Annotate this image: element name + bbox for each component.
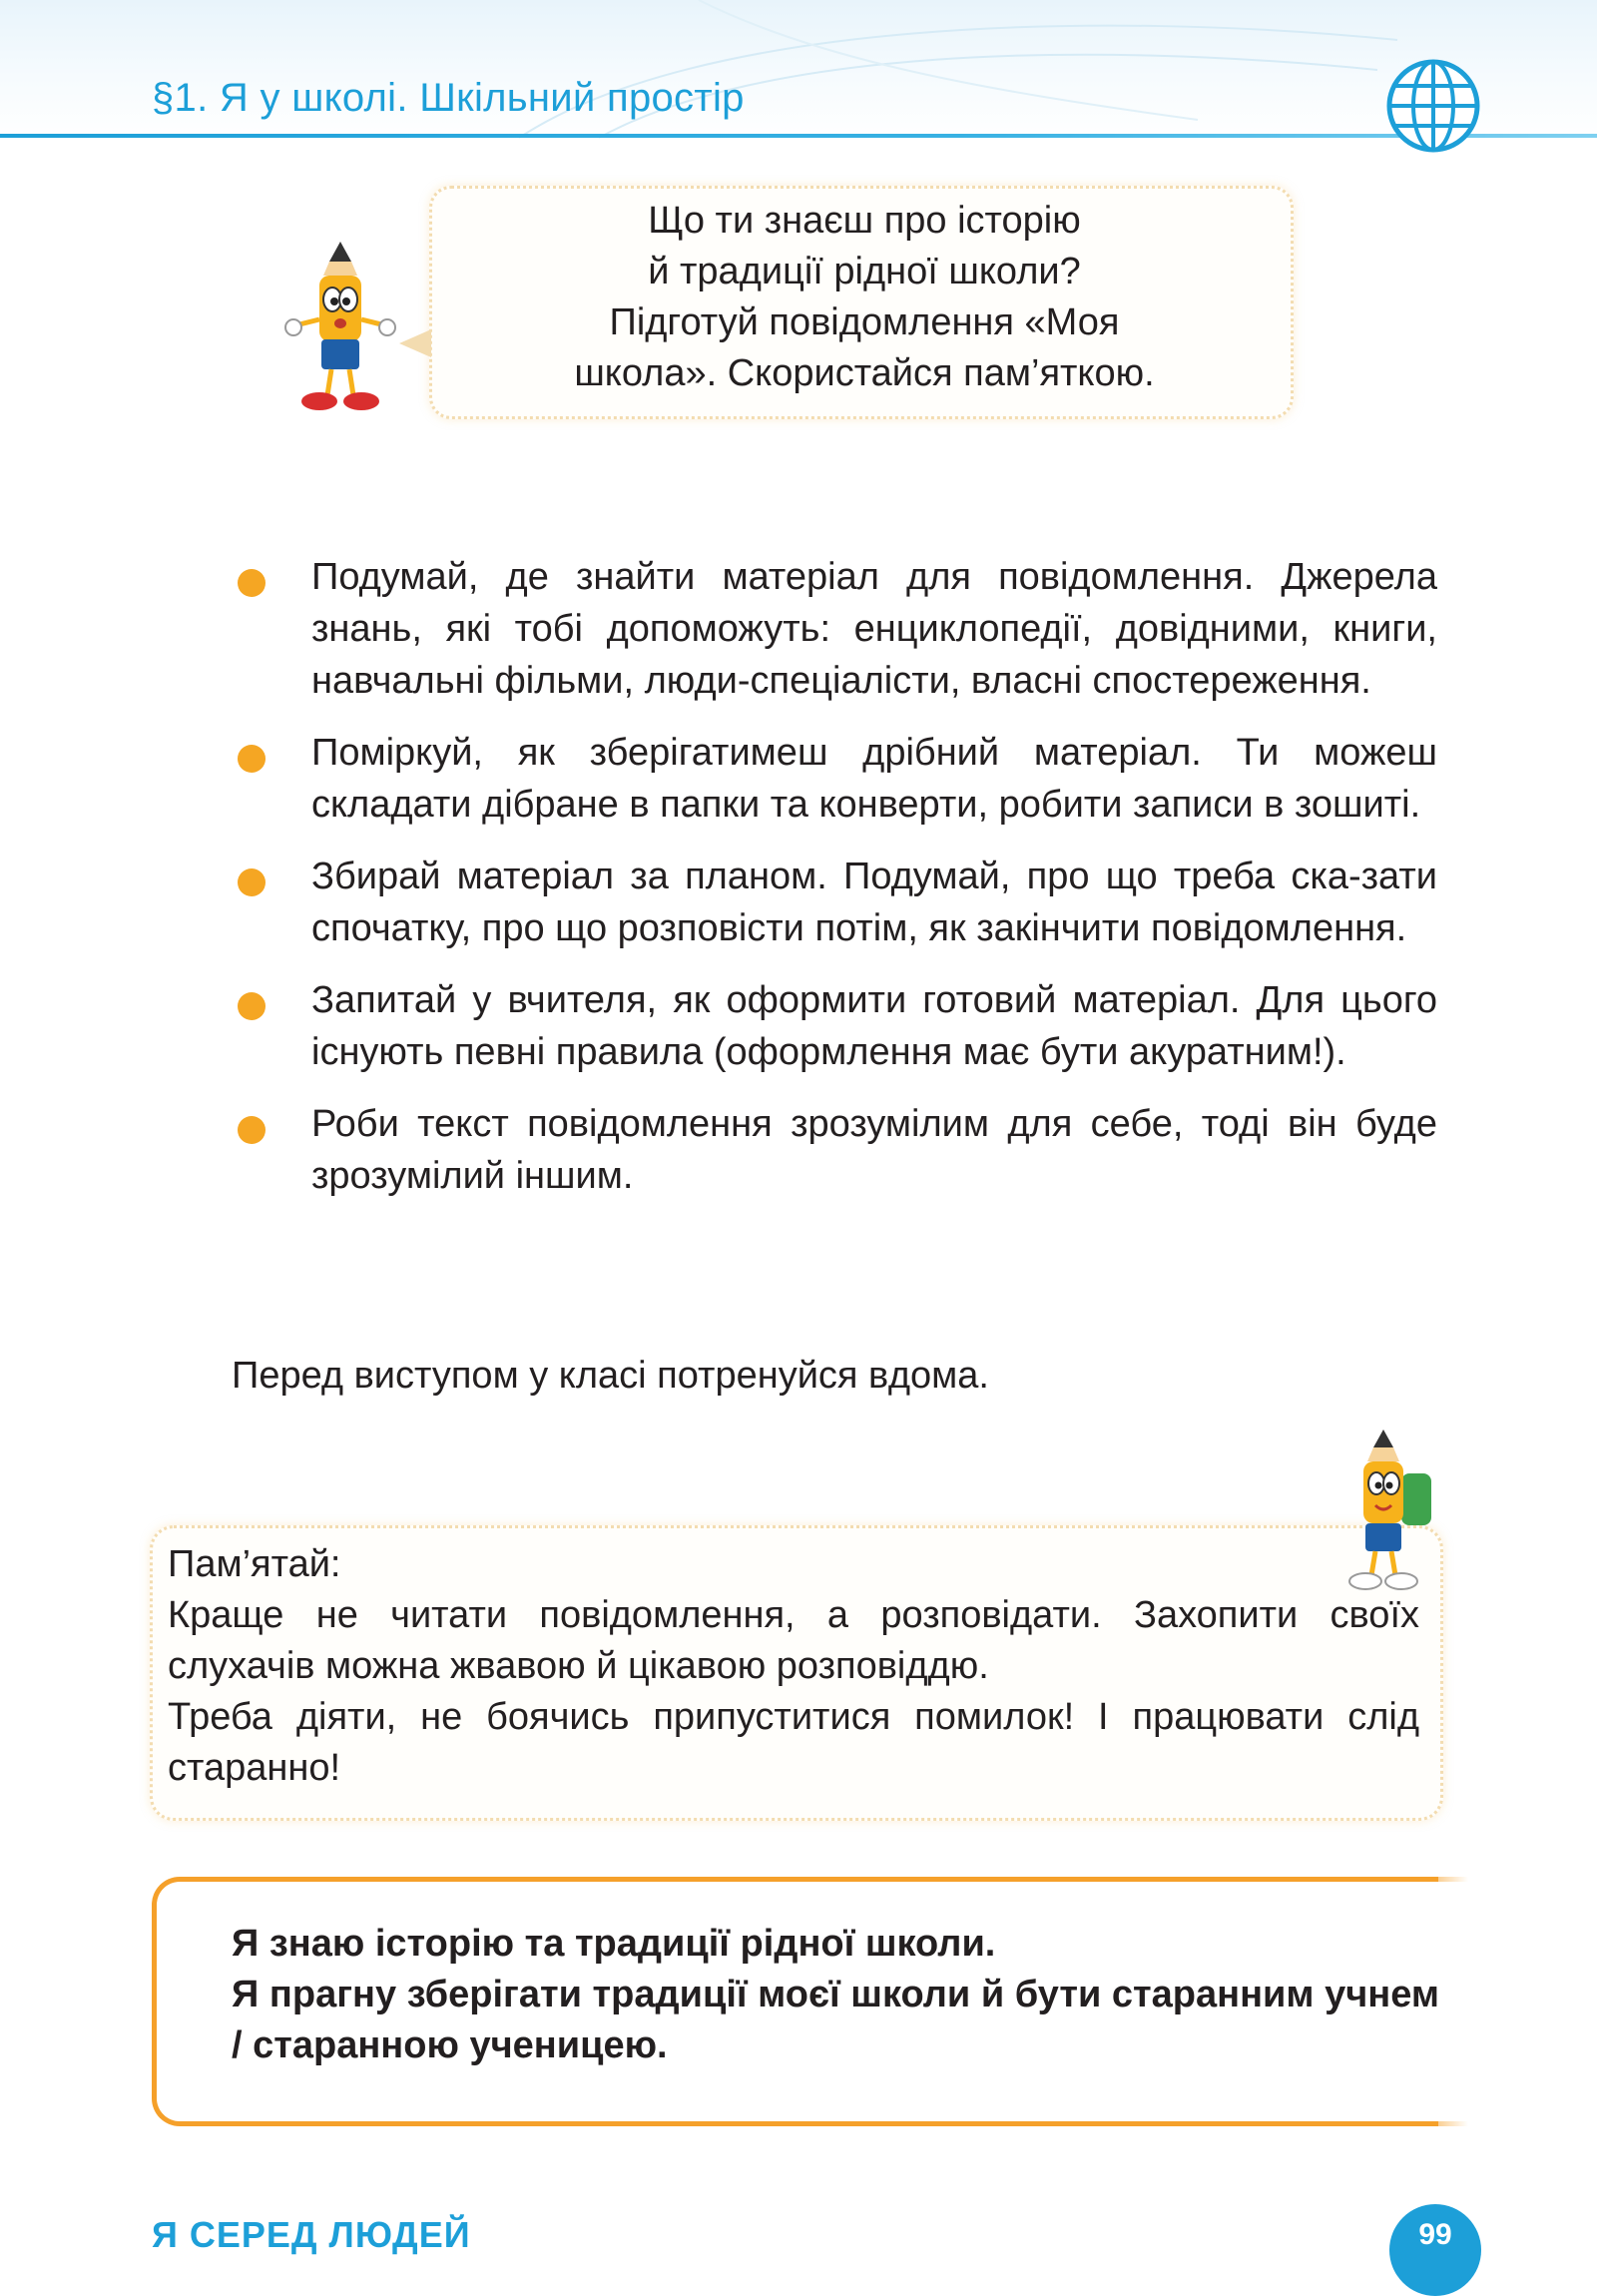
header-divider [0,134,1597,138]
question-text [485,196,1244,399]
tip-text: Роби текст повідомлення зрозумілим для себе, тоді він буде зрозумілий іншим. [311,1103,1437,1197]
question-line: Що ти знаєш про історію [648,200,1081,242]
tip-text: Поміркуй, як зберігатимеш дрібний матеріал. Ти можеш складати дібране в папки та конверти, робити записи в зошиті. [311,732,1437,826]
question-line: й традиції рідної школи? [648,251,1081,292]
globe-icon [1385,58,1481,154]
list-item [232,1098,1437,1202]
tip-text: Збирай матеріал за планом. Подумай, про що треба ска-зати спочатку, про що розповісти потім, як закінчити повідомлення. [311,856,1437,949]
memo-paragraph: Краще не читати повідомлення, а розповідати. Захопити своїх слухачів можна жвавою й цікавою розповіддю. [168,1594,1419,1687]
bullet-dot-icon [238,868,266,896]
pencil-mascot-icon [281,240,399,417]
bubble-tail [399,329,431,357]
memo-heading: Пам’ятай: [168,1543,341,1585]
question-line: школа». Скористайся пам’яткою. [574,352,1155,394]
bullet-dot-icon [238,569,266,597]
memo-paragraph: Треба діяти, не боячись припуститися помилок! І працювати слід старанно! [168,1696,1419,1789]
bullet-dot-icon [238,1116,266,1144]
summary-line: Я прагну зберігати традиції моєї школи й бути старанним учнем / старанною ученицею. [232,1974,1439,2066]
closing-sentence: Перед виступом у класі потренуйся вдома. [232,1355,989,1397]
summary-line: Я знаю історію та традиції рідної школи. [232,1923,996,1965]
memo-content [168,1539,1419,1794]
tip-text: Подумай, де знайти матеріал для повідомлення. Джерела знань, які тобі допоможуть: енциклопедії, довідними, книги, навчальні фільми, люди-спеціалісти, власні спостереження. [311,556,1437,702]
bullet-dot-icon [238,992,266,1020]
question-line: Підготуй повідомлення «Моя [609,301,1120,343]
list-item [232,974,1437,1078]
list-item [232,851,1437,954]
list-item [232,551,1437,707]
tips-list [232,551,1437,1222]
tip-text: Запитай у вчителя, як оформити готовий матеріал. Для цього існують певні правила (оформлення має бути акуратним!). [311,979,1437,1073]
bullet-dot-icon [238,745,266,773]
footer-section-label: Я СЕРЕД ЛЮДЕЙ [152,2214,471,2255]
page-number: 99 [1418,2218,1452,2251]
section-title: §1. Я у школі. Шкільний простір [152,76,745,120]
summary-content [232,1919,1439,2071]
list-item [232,727,1437,831]
